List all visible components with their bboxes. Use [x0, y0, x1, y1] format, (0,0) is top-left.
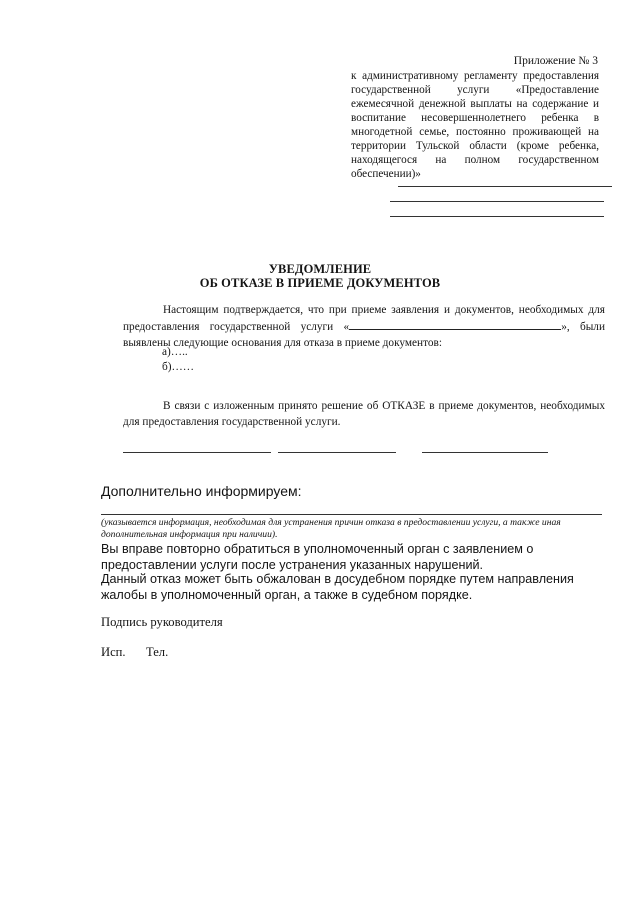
- name-line: [422, 452, 548, 453]
- reason-item-b: б)……: [162, 361, 195, 373]
- service-name-blank: [349, 318, 561, 330]
- appeal-text: Данный отказ может быть обжалован в досудебном порядке путем направления жалобы в уполномоченный орган, а также в судебном порядке.: [101, 572, 574, 602]
- additional-info-line: [101, 514, 602, 515]
- reapply-text: Вы вправе повторно обратиться в уполномоченный орган с заявлением о предоставлении услуги после устранения указанных нарушений.: [101, 542, 534, 572]
- appendix-description: к административному регламенту предоставления государственной услуги «Предоставление ежемесячной денежной выплаты на содержание и воспитание несовершеннолетнего ребенка в многодетной семье, постоянно проживающей на территории Тульской области (кроме ребенка, находящегося на полном государственном обеспечении)»: [351, 70, 599, 180]
- reason-item-a: а)…..: [162, 346, 188, 358]
- executor-label: Исп.: [101, 645, 126, 659]
- signature-label: Подпись руководителя: [101, 615, 223, 629]
- document-title-line2: ОБ ОТКАЗЕ В ПРИЕМЕ ДОКУМЕНТОВ: [199, 276, 441, 290]
- signature-line: [278, 452, 396, 453]
- document-title-line1: УВЕДОМЛЕНИЕ: [268, 262, 372, 276]
- decision-paragraph: В связи с изложенным принято решение об ОТКАЗЕ в приеме документов, необходимых для предоставления государственной услуги.: [123, 400, 605, 428]
- intro-text-end: », были выявлены следующие основания для отказа в приеме документов:: [123, 321, 605, 349]
- additional-info-note: (указывается информация, необходимая для устранения причин отказа в предоставлении услуги, а также иная дополнительная информация при наличии).: [101, 517, 561, 540]
- appendix-number: Приложение № 3: [513, 55, 598, 67]
- intro-text-start: Настоящим подтверждается, что при приеме заявления и документов, необходимых для предоставления государственной услуги «: [123, 304, 605, 333]
- intro-paragraph: [123, 302, 605, 351]
- approval-line-2: [390, 201, 604, 202]
- approval-line-1: [398, 186, 612, 187]
- additional-info-heading: Дополнительно информируем:: [101, 483, 302, 499]
- approval-line-3: [390, 216, 604, 217]
- position-line: [123, 452, 271, 453]
- phone-label: Тел.: [146, 645, 169, 659]
